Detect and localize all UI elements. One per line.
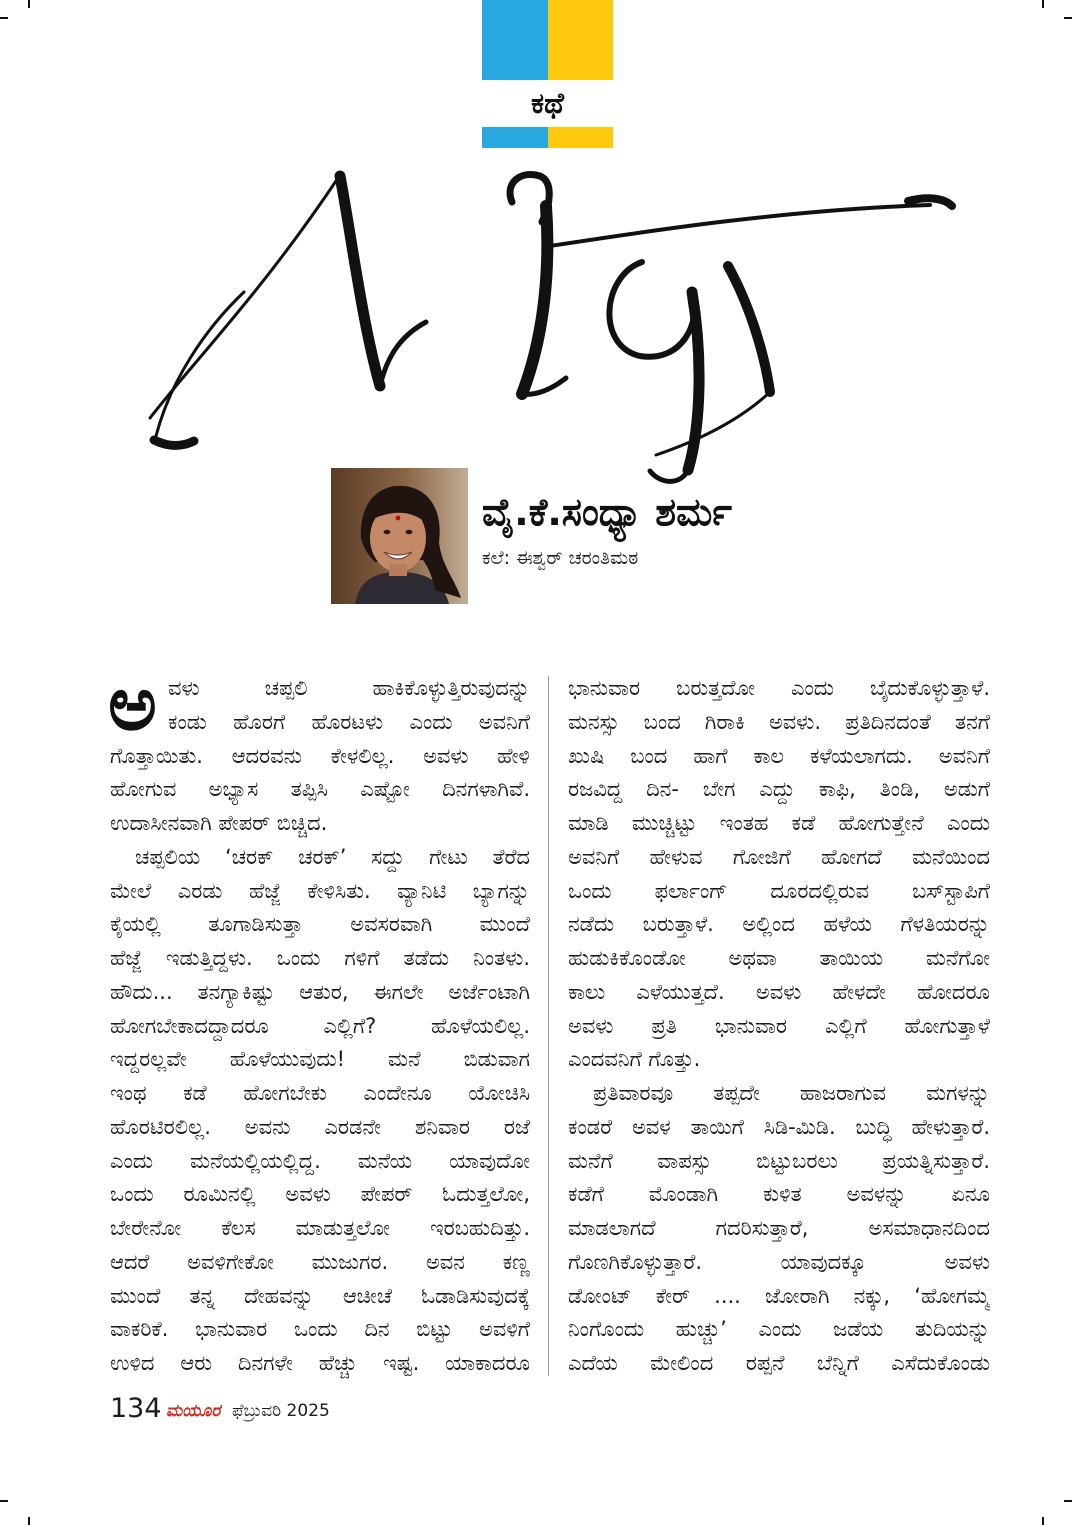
text-line: ಗೊತ್ತಾಯಿತು. ಆದರವನು ಕೇಳಲಿಲ್ಲ. ಅವಳು ಹೇಳಿ: [110, 743, 530, 768]
paragraph: [110, 841, 530, 1381]
text-line: ಕಂಡರೆ ಅವಳ ತಾಯಿಗೆ ಸಿಡಿ-ಮಿಡಿ. ಬುದ್ಧಿ ಹೇಳುತ್ತಾರೆ.: [568, 1114, 990, 1139]
issue-date: ಫೆಬ್ರುವರಿ 2025: [232, 1401, 330, 1421]
title-calligraphy: [0, 0, 1072, 520]
text-line: ಒಂದು ರೂಮಿನಲ್ಲಿ ಅವಳು ಪೇಪರ್ ಓದುತ್ತಲೋ,: [110, 1182, 530, 1207]
page-number: 134: [110, 1393, 162, 1424]
calligraphy-stroke: [650, 470, 688, 481]
text-column-right: [568, 672, 990, 1381]
crop-mark: [0, 1500, 8, 1502]
author-name: ವೈ.ಕೆ.ಸಂಧ್ಯಾ ಶರ್ಮ: [482, 490, 732, 534]
drop-cap: ಅ: [108, 661, 157, 747]
text-column-left: [108, 661, 530, 1381]
text-line: ಚಪ್ಪಲಿಯ ‘ಚರಕ್ ಚರಕ್’ ಸದ್ದು ಗೇಟು ತೆರೆದ: [135, 844, 530, 869]
text-line: ಎಂದವನಿಗೆ ಗೊತ್ತು.: [568, 1047, 701, 1072]
calligraphy-stroke: [154, 440, 194, 445]
text-line: ಮಾಡಿ ಮುಚ್ಚಿಟ್ಟು ಇಂತಹ ಕಡೆ ಹೋಗುತ್ತೇನೆ ಎಂದು: [568, 811, 990, 835]
text-line: ಮುಂದೆ ತನ್ನ ದೇಹವನ್ನು ಆಚೀಚೆ ಓಡಾಡಿಸುವುದಕ್ಕೆ: [110, 1283, 530, 1308]
text-line: ಮಾಡಲಾಗದೆ ಗದರಿಸುತ್ತಾರೆ, ಅಸಮಾಧಾನದಿಂದ: [568, 1216, 990, 1240]
calligraphy-stroke: [340, 176, 380, 386]
text-line: ಹೋಗಬೇಕಾದದ್ದಾದರೂ ಎಲ್ಲಿಗೆ? ಹೊಳೆಯಲಿಲ್ಲ.: [110, 1013, 530, 1038]
text-line: ಕಂಡು ಹೊರಗೆ ಹೊರಟಳು ಎಂದು ಅವನಿಗೆ: [168, 709, 530, 734]
paragraph: [568, 672, 990, 1077]
text-line: ಹುಡುಕಿಕೊಂಡೋ ಅಥವಾ ತಾಯಿಯ ಮನೆಗೋ: [568, 946, 990, 970]
crop-mark: [28, 1517, 30, 1525]
text-line: ಹೋಗುವ ಅಭ್ಯಾಸ ತಪ್ಪಿಸಿ ಎಷ್ಟೋ ದಿನಗಳಾಗಿವೆ.: [110, 777, 530, 802]
text-line: ವಳು ಚಪ್ಪಲಿ ಹಾಕಿಕೊಳ್ಳುತ್ತಿರುವುದನ್ನು: [168, 676, 530, 700]
text-line: ಖುಷಿ ಬಂದ ಹಾಗೆ ಕಾಲ ಕಳೆಯಲಾಗದು. ಅವನಿಗೆ: [568, 743, 990, 768]
text-line: ಮನೆಗೆ ವಾಪಸ್ಸು ಬಿಟ್ಟುಬರಲು ಪ್ರಯತ್ನಿಸುತ್ತಾರೆ.: [568, 1148, 990, 1173]
calligraphy-stroke: [522, 206, 547, 394]
text-line: ನಡೆದು ಬರುತ್ತಾಳೆ. ಅಲ್ಲಿಂದ ಹಳೆಯ ಗೆಳತಿಯರನ್ನು: [568, 912, 990, 937]
text-line: ಕಡೆಗೆ ಮೊಂಡಾಗಿ ಕುಳಿತ ಅವಳನ್ನು ಏನೂ: [568, 1182, 990, 1207]
magazine-logo: ಮಯೂರ: [166, 1401, 221, 1421]
paragraph: [108, 661, 530, 841]
calligraphy-stroke: [609, 262, 694, 357]
text-line: ಗೊಣಗಿಕೊಳ್ಳುತ್ತಾರೆ. ಯಾವುದಕ್ಕೂ ಅವಳು: [568, 1249, 990, 1274]
calligraphy-stroke: [728, 266, 770, 392]
crop-mark: [1042, 1517, 1044, 1525]
crop-mark: [1064, 1500, 1072, 1502]
calligraphy-stroke: [380, 322, 426, 386]
text-line: ಇಂಥ ಕಡೆ ಹೋಗಬೇಕು ಎಂದೇನೂ ಯೋಚಿಸಿ: [110, 1081, 530, 1105]
text-line: ರಜವಿದ್ದ ದಿನ- ಬೇಗ ಎದ್ದು ಕಾಫಿ, ತಿಂಡಿ, ಅಡುಗೆ: [568, 777, 990, 802]
text-line: ಡೋಂಟ್ ಕೇರ್ .... ಜೋರಾಗಿ ನಕ್ಕು, ‘ಹೋಗಮ್ಮ: [568, 1283, 990, 1308]
text-line: ನಿಂಗೊಂದು ಹುಚ್ಚು’ ಎಂದು ಜಡೆಯ ತುದಿಯನ್ನು: [568, 1317, 990, 1342]
calligraphy-stroke: [550, 205, 930, 246]
text-line: ಎಂದು ಮನೆಯಲ್ಲಿಯಲ್ಲಿದ್ದ. ಮನೆಯ ಯಾವುದೋ: [110, 1148, 530, 1173]
calligraphy-stroke: [656, 392, 770, 455]
text-line: ಇದ್ದರಲ್ಲವೇ ಹೊಳೆಯುವುದು! ಮನೆ ಬಿಡುವಾಗ: [110, 1047, 530, 1072]
text-line: ಉದಾಸೀನವಾಗಿ ಪೇಪರ್ ಬಿಚ್ಚಿದ.: [110, 811, 328, 835]
author-photo: [331, 468, 468, 604]
illustration-credit: ಕಲೆ: ಈಶ್ವರ್ ಚರಂತಿಮಠ: [482, 547, 639, 569]
text-line: ಉಳಿದ ಆರು ದಿನಗಳೇ ಹೆಚ್ಚು ಇಷ್ಟ. ಯಾಕಾದರೂ: [110, 1351, 530, 1375]
text-line: ಮೇಲೆ ಎರಡು ಹೆಜ್ಜೆ ಕೇಳಿಸಿತು. ವ್ಯಾನಿಟಿ ಬ್ಯಾಗನ್ನು: [110, 878, 530, 903]
text-line: ಮನಸ್ಸು ಬಂದ ಗಿರಾಕಿ ಅವಳು. ಪ್ರತಿದಿನದಂತೆ ತನಗೆ: [568, 709, 990, 734]
text-line: ಆದರೆ ಅವಳಿಗೇಕೋ ಮುಜುಗರ. ಅವನ ಕಣ್ಣ: [110, 1249, 530, 1274]
calligraphy-stroke: [156, 292, 244, 436]
text-line: ಅವಳು ಪ್ರತಿ ಭಾನುವಾರ ಎಲ್ಲಿಗೆ ಹೋಗುತ್ತಾಳೆ: [568, 1013, 990, 1038]
text-line: ಪ್ರತಿವಾರವೂ ತಪ್ಪದೇ ಹಾಜರಾಗುವ ಮಗಳನ್ನು: [593, 1081, 990, 1105]
text-line: ಹೌದು... ತನಗ್ಯಾಕಿಷ್ಟು ಆತುರ, ಈಗಲೇ ಅರ್ಜೆಂಟಾಗಿ: [110, 979, 530, 1004]
text-line: ಅವನಿಗೆ ಹೇಳುವ ಗೋಜಿಗೆ ಹೋಗದೆ ಮನೆಯಿಂದ: [568, 844, 990, 869]
column-divider: [548, 676, 549, 1376]
text-line: ಬೇರೇನೋ ಕೆಲಸ ಮಾಡುತ್ತಲೋ ಇರಬಹುದಿತ್ತು.: [110, 1216, 530, 1240]
text-line: ಹೊರಟಿರಲಿಲ್ಲ. ಅವನು ಎರಡನೇ ಶನಿವಾರ ರಜೆ: [110, 1114, 530, 1139]
paragraph: [568, 1077, 990, 1381]
text-line: ವಾಕರಿಕೆ. ಭಾನುವಾರ ಒಂದು ದಿನ ಬಿಟ್ಟು ಅವಳಿಗೆ: [110, 1317, 530, 1342]
text-line: ಕಾಲು ಎಳೆಯುತ್ತದೆ. ಅವಳು ಹೇಳದೇ ಹೋದರೂ: [568, 979, 990, 1004]
section-label: ಕಥೆ: [531, 86, 564, 120]
text-line: ಹೆಜ್ಜೆ ಇಡುತ್ತಿದ್ದಳು. ಒಂದು ಗಳಿಗೆ ತಡೆದು ನಿಂತಳು.: [110, 946, 530, 970]
text-line: ಎದೆಯ ಮೇಲಿಂದ ರಪ್ಪನೆ ಬೆನ್ನಿಗೆ ಎಸೆದುಕೊಂಡು: [568, 1351, 990, 1375]
text-line: ಭಾನುವಾರ ಬರುತ್ತದೋ ಎಂದು ಬೈದುಕೊಳ್ಳುತ್ತಾಳೆ.: [568, 676, 990, 700]
text-line: ಒಂದು ಫರ್ಲಾಂಗ್ ದೂರದಲ್ಲಿರುವ ಬಸ್‌ಸ್ಟಾಪಿಗೆ: [568, 878, 990, 903]
text-line: ಕೈಯಲ್ಲಿ ತೂಗಾಡಿಸುತ್ತಾ ಅವಸರವಾಗಿ ಮುಂದೆ: [110, 912, 530, 937]
